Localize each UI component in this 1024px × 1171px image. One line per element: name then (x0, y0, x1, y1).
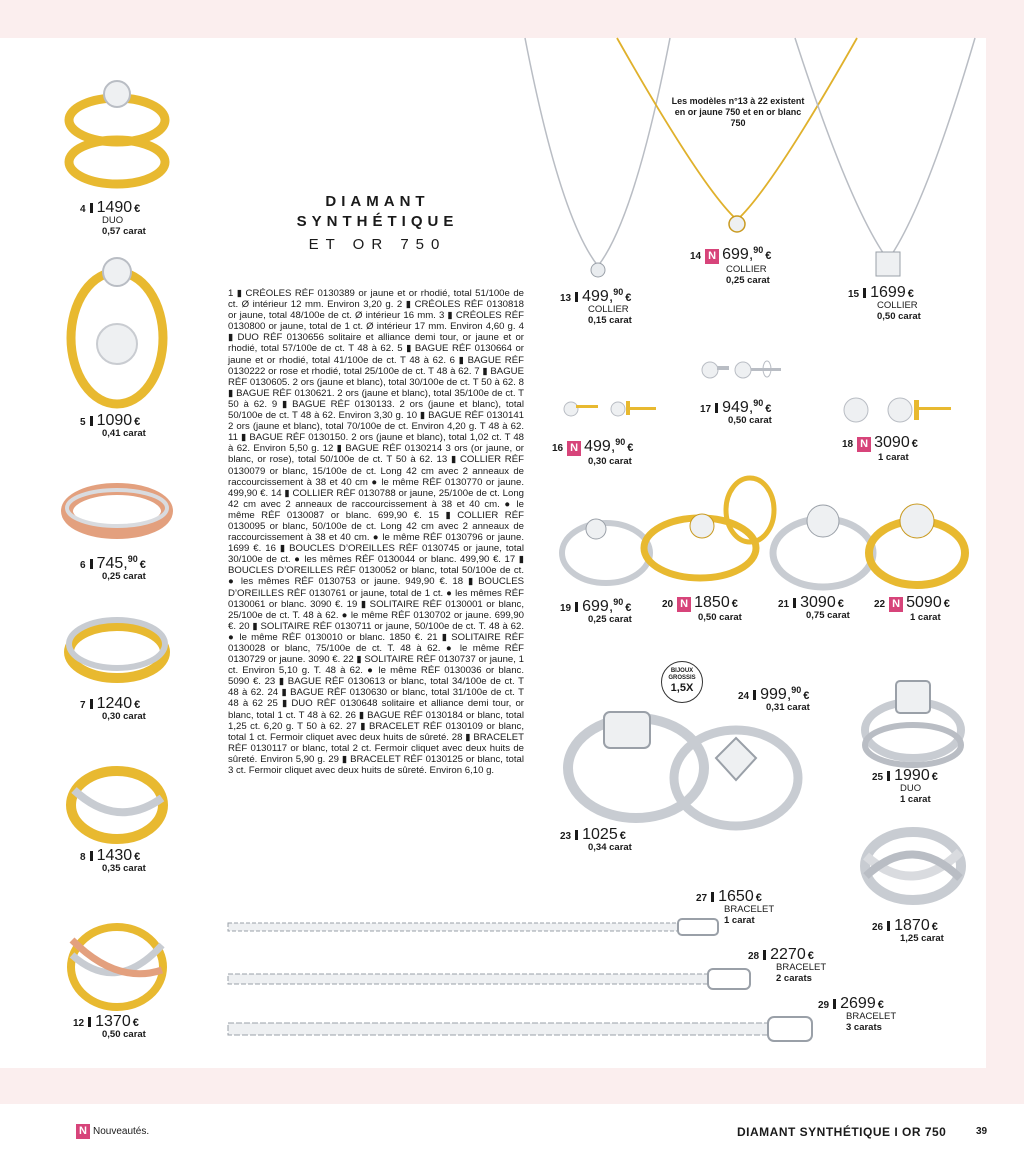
price: 745,90 (96, 554, 138, 572)
product-label-15: 15 1699 € COLLIER 0,50 carat (848, 284, 921, 322)
product-type: COLLIER (588, 304, 629, 315)
price: 1990 (894, 767, 930, 784)
new-badge: N (705, 249, 719, 264)
product-type: DUO (102, 215, 124, 226)
carat: 1 carat (900, 794, 931, 805)
carat: 1 carat (724, 915, 755, 926)
product-label-18: 18 N 3090 € 1 carat (842, 434, 918, 463)
zoom-line2: GROSSIS (668, 675, 696, 681)
product-type: BRACELET (724, 904, 775, 915)
price: 1650 (718, 888, 754, 905)
carat: 1 carat (910, 612, 941, 623)
price: 699,90 (722, 245, 764, 263)
zoom-line3: 1,5X (670, 682, 694, 694)
carat: 0,50 carat (698, 612, 742, 623)
product-label-29: 29 2699 € BRACELET 3 carats (818, 995, 897, 1033)
product-label-20: 20 N 1850 € 0,50 carat (662, 594, 742, 623)
earrings-18-icon (838, 392, 958, 432)
ring-duo-25-icon (858, 675, 968, 770)
carat: 0,30 carat (588, 456, 632, 467)
price: 2270 (770, 946, 806, 963)
ring-duo-4-icon (62, 70, 172, 195)
carat: 1,25 carat (900, 933, 944, 944)
product-type: DUO (900, 783, 922, 794)
price: 2699 (840, 995, 876, 1012)
bracelet-29-icon (228, 1014, 818, 1044)
product-label-26: 26 1870 € 1,25 carat (872, 917, 944, 944)
price: 499,90 (584, 437, 626, 455)
footer-new-badge: N (76, 1124, 90, 1139)
new-badge: N (857, 437, 871, 452)
carat: 2 carats (776, 973, 812, 984)
models-note: Les modèles n°13 à 22 existent en or jaune 750 et en or blanc 750 (671, 96, 805, 128)
product-type: BRACELET (776, 962, 827, 973)
section-title-line3: ET OR 750 (308, 236, 447, 253)
necklace-15-icon (790, 38, 980, 278)
product-label-14: 14 N 699,90 € COLLIER 0,25 carat (690, 245, 772, 286)
price: 5090 (906, 594, 942, 611)
product-label-25: 25 1990 € DUO 1 carat (872, 767, 938, 805)
price: 999,90 (760, 685, 802, 703)
product-label-22: 22 N 5090 € 1 carat (874, 594, 950, 623)
ring-6-icon (62, 476, 172, 546)
carat: 0,25 carat (102, 571, 146, 582)
ring-8-icon (62, 760, 172, 850)
price: 3090 (800, 594, 836, 611)
new-badge: N (677, 597, 691, 612)
price: 1025 (582, 826, 618, 843)
price: 1490 (96, 199, 133, 216)
carat: 0,50 carat (877, 311, 921, 322)
section-title-line2: SYNTHÉTIQUE (296, 213, 459, 230)
carat: 0,31 carat (766, 702, 810, 713)
carat: 3 carats (846, 1022, 882, 1033)
new-badge: N (889, 597, 903, 612)
product-label-13: 13 499,90 € COLLIER 0,15 carat (560, 287, 632, 326)
ring-26-icon (858, 818, 968, 913)
carat: 0,35 carat (102, 863, 146, 874)
earrings-17-icon (695, 356, 795, 386)
price: 1699 (870, 284, 906, 301)
product-label-28: 28 2270 € BRACELET 2 carats (748, 946, 827, 984)
carat: 0,50 carat (102, 1029, 146, 1040)
product-label-16: 16 N 499,90 € 0,30 carat (552, 437, 634, 467)
product-label-27: 27 1650 € BRACELET 1 carat (696, 888, 775, 926)
price: 1240 (96, 695, 133, 712)
product-type: BRACELET (846, 1011, 897, 1022)
carat: 0,34 carat (588, 842, 632, 853)
product-label-23: 23 1025 € 0,34 carat (560, 826, 632, 853)
price: 1370 (95, 1013, 131, 1030)
product-label-17: 17 949,90 € 0,50 carat (700, 398, 772, 426)
price: 699,90 (582, 597, 624, 615)
price: 1850 (694, 594, 730, 611)
footer-legend: Nouveautés. (93, 1126, 150, 1137)
carat: 0,41 carat (102, 428, 146, 439)
earrings-16-icon (556, 395, 666, 425)
price: 1430 (96, 847, 133, 864)
carat: 0,75 carat (806, 610, 850, 621)
product-label-5: 5 1090 € 0,41 carat (80, 412, 146, 439)
ring-22-icon (862, 495, 972, 595)
carat: 0,15 carat (588, 315, 632, 326)
price: 949,90 (722, 398, 764, 416)
bracelet-27-icon (228, 915, 728, 939)
ring-12-icon (62, 915, 172, 1015)
price: 1870 (894, 917, 930, 934)
zoom-line1: BIJOUX (670, 668, 694, 674)
price: 1090 (96, 412, 133, 429)
price: 499,90 (582, 287, 624, 305)
product-label-7: 7 1240 € 0,30 carat (80, 695, 146, 722)
product-label-19: 19 699,90 € 0,25 carat (560, 597, 632, 625)
carat: 0,30 carat (102, 711, 146, 722)
new-badge: N (567, 441, 581, 456)
section-title-line1: DIAMANT (325, 193, 430, 210)
product-type: COLLIER (726, 264, 767, 275)
carat: 1 carat (878, 452, 909, 463)
product-label-4: 4 1490 € DUO 0,57 carat (80, 199, 146, 237)
product-type: COLLIER (877, 300, 918, 311)
product-label-24: 24 999,90 € 0,31 carat (738, 685, 810, 713)
product-label-8: 8 1430 € 0,35 carat (80, 847, 146, 874)
price: 3090 (874, 434, 910, 451)
ring-20-icon (640, 468, 780, 593)
product-label-12: 12 1370 € 0,50 carat (73, 1013, 146, 1040)
ring-7-icon (62, 610, 172, 690)
carat: 0,50 carat (728, 415, 772, 426)
product-label-21: 21 3090 € 0,75 carat (778, 594, 850, 621)
carat: 0,57 carat (102, 226, 146, 237)
ring-5-icon (62, 250, 172, 410)
bracelet-28-icon (228, 966, 758, 992)
carat: 0,25 carat (588, 614, 632, 625)
page-number: 39 (976, 1126, 988, 1137)
carat: 0,25 carat (726, 275, 770, 286)
footer-category: DIAMANT SYNTHÉTIQUE I OR 750 (737, 1125, 947, 1139)
product-description: 1 ▮ CRÉOLES RÉF 0130389 or jaune et or rhodié, total 51/100e de ct. Ø intérieur 12 mm. Environ 3,20 g. 2 ▮ CRÉOLES RÉF 0130818 or jaune, total 48/100e de ct. Ø intérieur 16 mm. 3 ▮ CRÉOLES RÉF 0130800 or jaune, total de 1 ct. Ø intérieur 17 mm. Environ 4,60 g. 4 ▮ DUO RÉF 0130656 solitaire et alliance demi tour, or jaune et or rhodié, total 57/100e de ct. T 48 à 62. 5 ▮ BAGUE RÉF 0130664 or jaune et or rhodié, total 41/100e de ct. T 48 à 62. 6 ▮ BAGUE RÉF 0130222 or rose et rhodié, total 25/100e de ct. T 48 à 62. 7 ▮ BAGUE RÉF 0130605. 2 ors (jaune et blanc), total 30/100e de ct. T 50 à 62. 8 ▮ BAGUE RÉF 0130621. 2 ors (jaune et blanc), total 35/100e de ct. T 50 à 62. 9 ▮ BAGUE RÉF 0130133. 2 ors (jaune et blanc), total 50/100e de ct. T 48 à 62. Environ 3,30 g. 10 ▮ BAGUE RÉF 0130141 2 ors (jaune et blanc), total 70/100e de ct. Environ 4,20 g. T 48 à 62. 11 ▮ BAGUE RÉF 0130150. 2 ors (jaune et blanc), total 1,02 ct. T 48 à 62. Environ 5,50 g. 12 ▮ BAGUE RÉF 0130214 3 ors (or jaune, or blanc, or rose), total 50/100e de ct. T 50 à 62. 13 ▮ COLLIER RÉF 0130079 or blanc, 15/100e de ct. Long 42 cm avec 2 anneaux de raccourcissement à 38 et 40 cm ● le même RÉF 0130770 or jaune. 499,90 €. 14 ▮ COLLIER RÉF 0130788 or jaune, 25/100e de ct. Long 42 cm avec 2 anneaux de raccourcissement à 38 et 40 cm. ● le même RÉF 0130087 or blanc. 699,90 €. 15 ▮ COLLIER RÉF 0130095 or blanc, 50/100e de ct. Long 42 cm avec 2 anneaux de raccourcissement à 38 et 40 cm. ● le même RÉF 0130796 or jaune. 1699 €. 16 ▮ BOUCLES D’OREILLES RÉF 0130745 or jaune, total 30/100e de ct. ● les mêmes RÉF 0130044 or blanc. 499,90 €. 17 ▮ BOUCLES D’OREILLES RÉF 0130052 or blanc, total 50/100e de ct. ● les mêmes RÉF 0130753 or jaune. 949,90 €. 18 ▮ BOUCLES D’OREILLES RÉF 0130761 or jaune, total de 1 ct. ● les mêmes RÉF 0130061 or blanc. 3090 €. 19 ▮ SOLITAIRE RÉF 0130001 or blanc, 25/100e de ct. T. 48 à 62. ● le même RÉF 0130702 or jaune. 699,90 €. 20 ▮ SOLITAIRE RÉF 0130711 or jaune, 50/100e de ct. T. 48 à 62. ● le même RÉF 0130010 or blanc. 1850 €. 21 ▮ SOLITAIRE RÉF 0130028 or blanc, 75/100e de ct. T. 48 à 62. ● le même RÉF 0130729 or jaune. 3090 €. 22 ▮ SOLITAIRE RÉF 0130737 or jaune, 1 ct. Environ 5,10 g. T. 48 à 62. ● le même RÉF 0130036 or blanc. 5090 €. 23 ▮ BAGUE RÉF 0130613 or blanc, total 34/100e de ct. T 48 à 62. 24 ▮ BAGUE RÉF 0130630 or blanc, total 31/100e de ct. T 48 à 62 25 ▮ DUO RÉF 0130648 solitaire et alliance demi tour, or blanc, total 1 ct. T 48 à 62. 26 ▮ BAGUE RÉF 0130184 or blanc, total 1,25 ct. 6,20 g. T 50 à 62. 27 ▮ BRACELET RÉF 0130109 or blanc, total 1 ct. Fermoir cliquet avec deux huits de sûreté. 28 ▮ BRACELET RÉF 0130117 or blanc, total 2 ct. Fermoir cliquet avec deux huits de sûreté. Environ 5,90 g. 29 ▮ BRACELET RÉF 0130125 or blanc, total 3 ct. Fermoir cliquet avec deux huits de sûreté. Environ 6,10 g. (228, 288, 524, 777)
product-label-6: 6 745,90 € 0,25 carat (80, 554, 146, 582)
